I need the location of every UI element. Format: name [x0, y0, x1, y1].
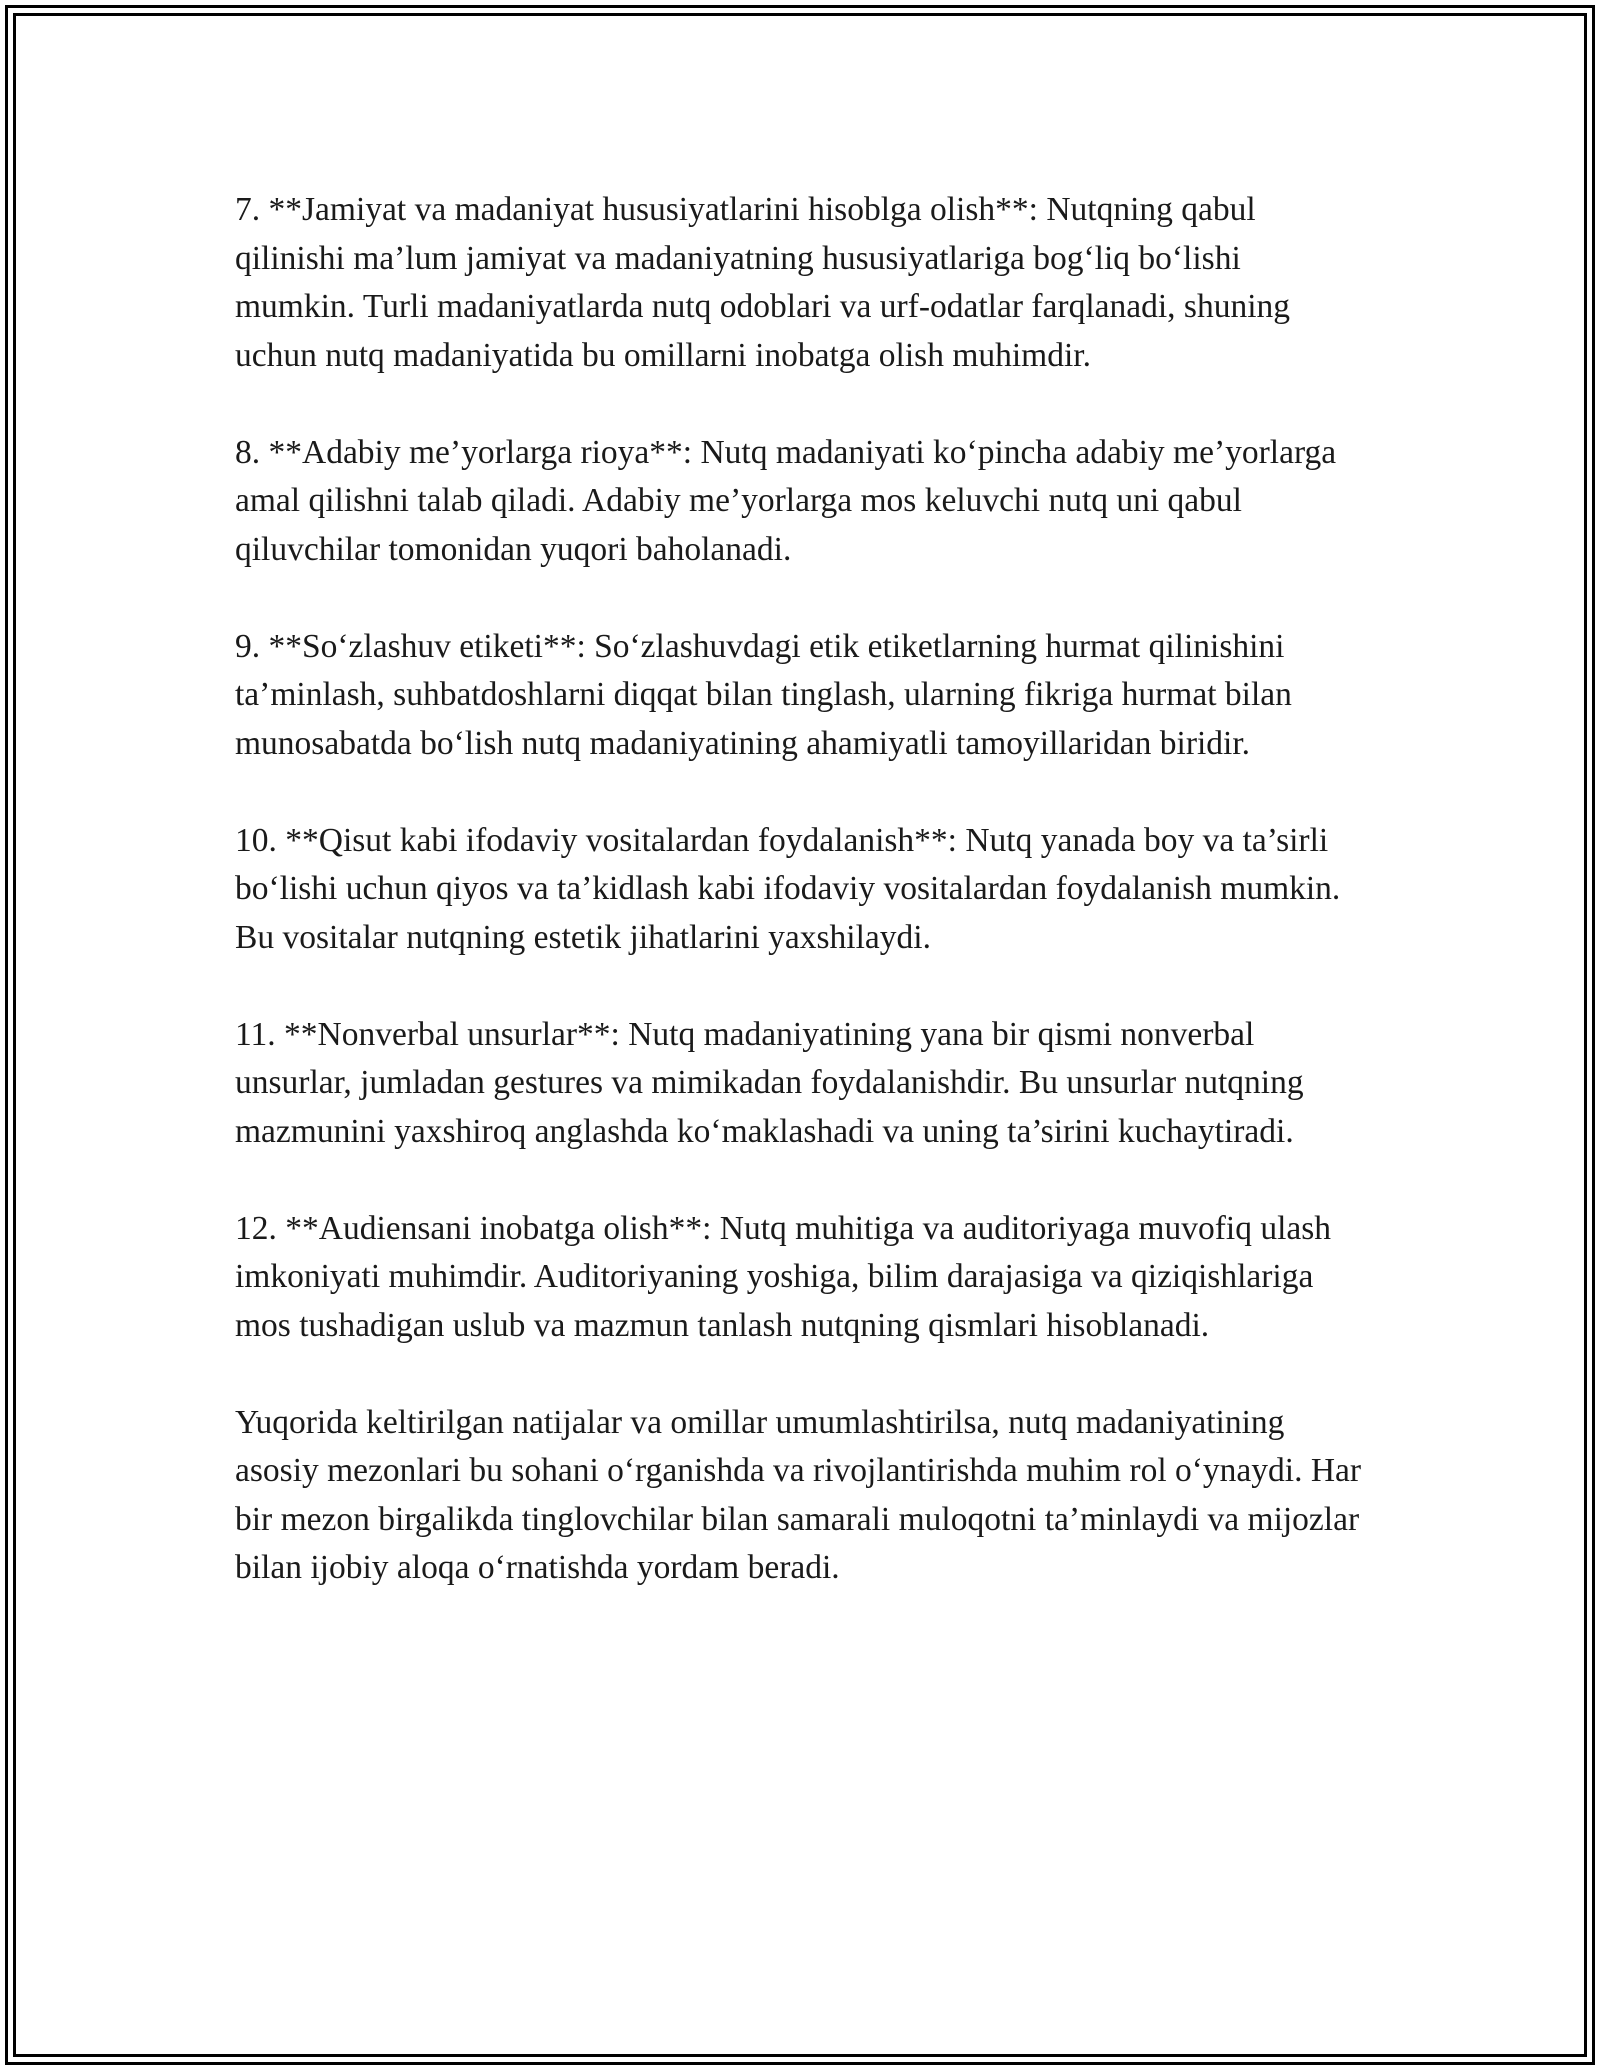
- paragraph-item-12: 12. **Audiensani inobatga olish**: Nutq muhitiga va auditoriyaga muvofiq ulash imkoniyati muhimdir. Auditoriyaning yoshiga, bilim darajasiga va qiziqishlariga mos tushadigan uslub va mazmun tanlash nutqning qismlari hisoblanadi.: [235, 1209, 1332, 1344]
- paragraph-conclusion: Yuqorida keltirilgan natijalar va omillar umumlashtirilsa, nutq madaniyatining asosiy mezonlari bu sohani o‘rganishda va rivojlantirishda muhim rol o‘ynaydi. Har bir mezon birgalikda tinglovchilar bilan samarali muloqotni ta’minlaydi va mijozlar bilan ijobiy aloqa o‘rnatishda yordam beradi.: [235, 1403, 1362, 1586]
- paragraph-item-8: 8. **Adabiy me’yorlarga rioya**: Nutq madaniyati ko‘pincha adabiy me’yorlarga amal qilishni talab qiladi. Adabiy me’yorlarga mos keluvchi nutq uni qabul qiluvchilar tomonidan yuqori baholanadi.: [235, 433, 1337, 568]
- paragraph-item-9: 9. **So‘zlashuv etiketi**: So‘zlashuvdagi etik etiketlarning hurmat qilinishini ta’minlash, suhbatdoshlarni diqqat bilan tinglash, ularning fikriga hurmat bilan munosabatda bo‘lish nutq madaniyatining ahamiyatli tamoyillaridan biridir.: [235, 627, 1292, 762]
- paragraph-item-11: 11. **Nonverbal unsurlar**: Nutq madaniyatining yana bir qismi nonverbal unsurlar, jumladan gestures va mimikadan foydalanishdir. Bu unsurlar nutqning mazmunini yaxshiroq anglashda ko‘maklashadi va uning ta’sirini kuchaytiradi.: [235, 1015, 1304, 1150]
- paragraph-item-10: 10. **Qisut kabi ifodaviy vositalardan foydalanish**: Nutq yanada boy va ta’sirli bo‘lishi uchun qiyos va ta’kidlash kabi ifodaviy vositalardan foydalanish mumkin. Bu vositalar nutqning estetik jihatlarini yaxshilaydi.: [235, 821, 1341, 956]
- document-body: [235, 186, 1365, 1641]
- paragraph-item-7: 7. **Jamiyat va madaniyat hususiyatlarini hisoblga olish**: Nutqning qabul qilinishi ma’lum jamiyat va madaniyatning hususiyatlariga bog‘liq bo‘lishi mumkin. Turli madaniyatlarda nutq odoblari va urf-odatlar farqlanadi, shuning uchun nutq madaniyatida bu omillarni inobatga olish muhimdir.: [235, 191, 1291, 374]
